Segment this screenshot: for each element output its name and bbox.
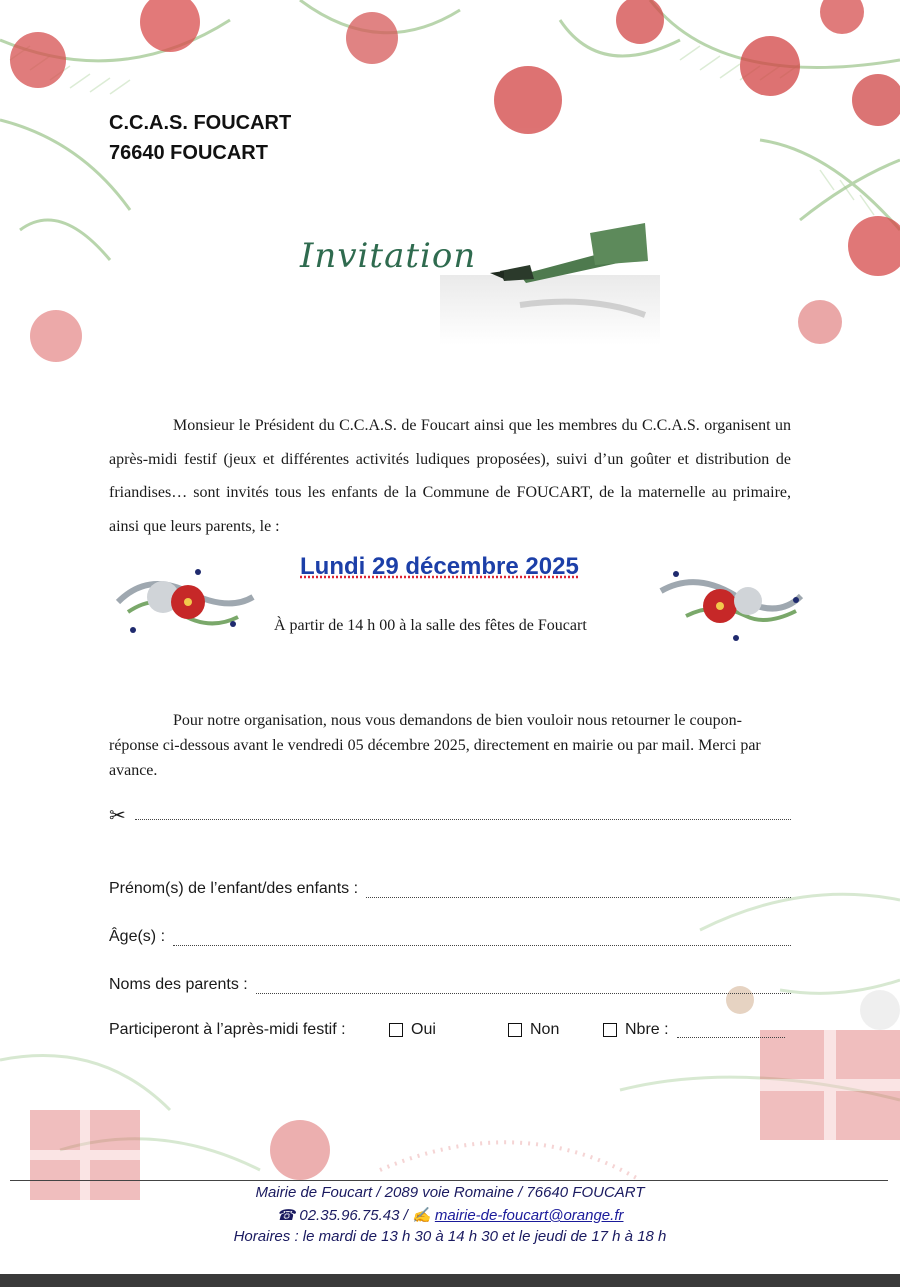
intro-text: Monsieur le Président du C.C.A.S. de Foucart ainsi que les membres du C.C.A.S. organisent un après-midi festif (jeux et différentes activités ludiques proposées), suivi d’un goûter et distribution de friandises… sont invités tous les enfants de la Commune de FOUCART, de la maternelle au primaire, ainsi que leurs parents, le : [109, 417, 791, 535]
parents-label: Noms des parents : [109, 976, 248, 993]
invitation-title: Invitation [300, 236, 477, 276]
ages-field[interactable] [109, 924, 791, 946]
child-names-input-line[interactable] [366, 881, 791, 898]
request-text: Pour notre organisation, nous vous demandons de bien vouloir nous retourner le coupon-réponse ci-dessous avant le vendredi 05 décembre 2025, directement en mairie ou par mail. Merci par avance. [109, 712, 761, 779]
bottom-decorations [30, 986, 900, 1200]
footer-phone: 02.35.96.75.43 / [299, 1207, 408, 1224]
left-ornament-icon [108, 562, 258, 642]
participate-label: Participeront à l’après-midi festif : [109, 1021, 346, 1038]
footer-hours: Horaires : le mardi de 13 h 30 à 14 h 30 et le jeudi de 17 h à 18 h [233, 1228, 667, 1245]
ages-input-line[interactable] [173, 929, 791, 946]
child-names-label: Prénom(s) de l’enfant/des enfants : [109, 880, 359, 897]
footer-email-link[interactable]: mairie-de-foucart@orange.fr [434, 1207, 624, 1224]
org-name: C.C.A.S. FOUCART [109, 112, 292, 134]
bottom-edge-bar [0, 1274, 900, 1287]
coupon-cut-line [109, 805, 791, 829]
event-time-place: À partir de 14 h 00 à la salle des fêtes de Foucart [274, 617, 587, 634]
right-ornament-icon [656, 566, 806, 646]
option-no-label: Non [530, 1021, 560, 1038]
scissors-icon: ✂ [109, 805, 126, 827]
option-yes-label: Oui [411, 1021, 436, 1038]
checkbox-count[interactable] [603, 1023, 617, 1037]
child-names-field[interactable] [109, 876, 791, 898]
parents-field[interactable] [109, 972, 791, 994]
count-input-line[interactable] [677, 1023, 785, 1038]
cut-dotted-line [135, 819, 791, 820]
option-count[interactable] [603, 1021, 785, 1039]
intro-paragraph [109, 409, 791, 543]
organization-header [109, 108, 291, 168]
ages-label: Âge(s) : [109, 928, 166, 945]
event-date: Lundi 29 décembre 2025 [300, 553, 579, 580]
mail-icon: ✍ [411, 1207, 431, 1224]
option-yes[interactable] [389, 1021, 436, 1039]
footer-divider [10, 1180, 888, 1181]
org-address: 76640 FOUCART [109, 142, 268, 164]
parents-input-line[interactable] [256, 977, 791, 994]
footer-address: Mairie de Foucart / 2089 voie Romaine / 76640 FOUCART [255, 1184, 645, 1201]
option-count-label: Nbre : [625, 1021, 669, 1038]
request-paragraph [109, 708, 791, 783]
checkbox-no[interactable] [508, 1023, 522, 1037]
phone-icon: ☎ [276, 1207, 296, 1224]
footer-contact [0, 1206, 900, 1224]
option-no[interactable] [508, 1021, 559, 1039]
checkbox-yes[interactable] [389, 1023, 403, 1037]
